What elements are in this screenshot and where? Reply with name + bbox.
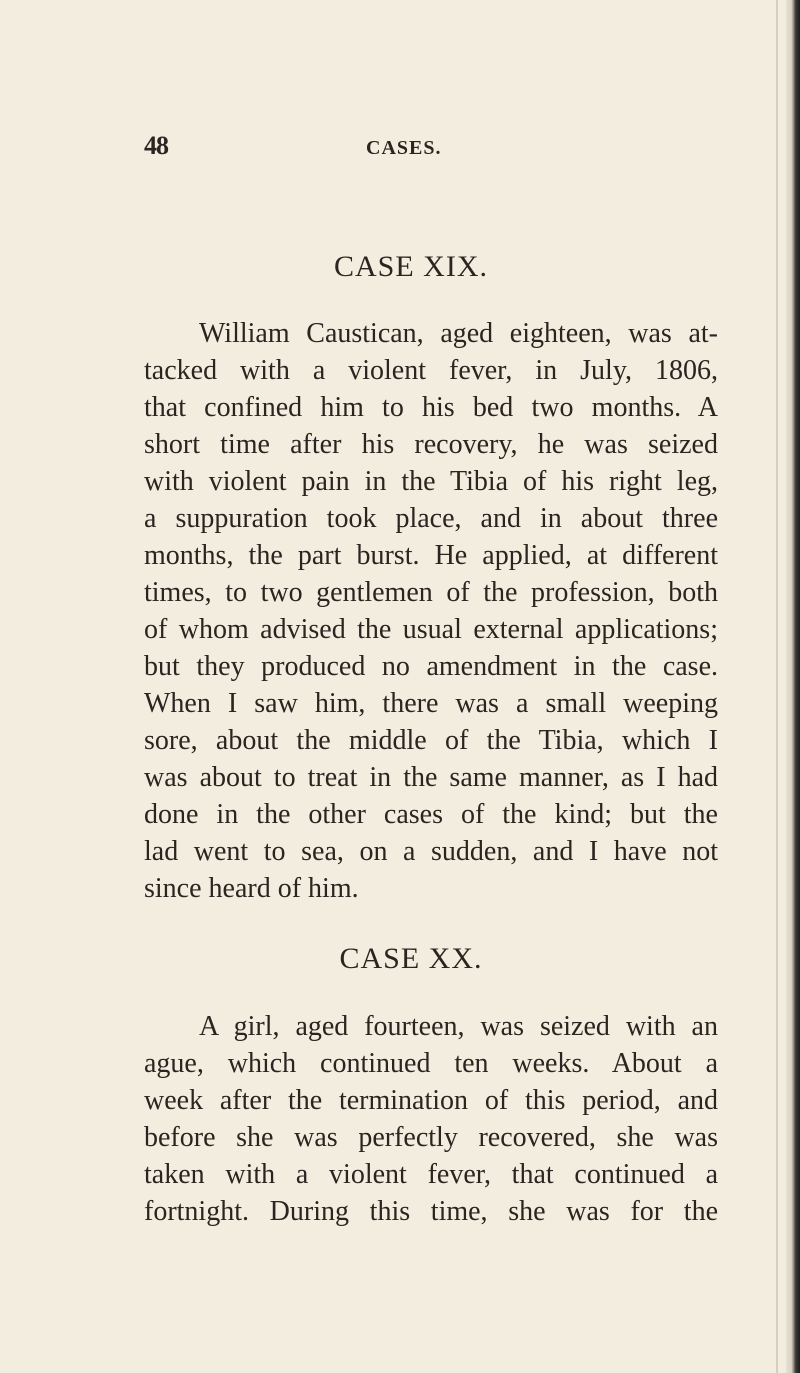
running-head	[0, 131, 800, 171]
page-edge-shadow	[786, 0, 800, 1373]
page-fold-line	[776, 0, 778, 1373]
text-line: taken with a violent fever, that continued a	[144, 1159, 718, 1190]
text-line: When I saw him, there was a small weeping	[144, 688, 718, 719]
text-line: a suppuration took place, and in about three	[144, 503, 718, 534]
text-line: before she was perfectly recovered, she was	[144, 1122, 718, 1153]
page-number: 48	[144, 131, 168, 160]
text-line: week after the termination of this period, and	[144, 1085, 718, 1116]
text-line: fortnight. During this time, she was for the	[144, 1196, 718, 1227]
text-line: but they produced no amendment in the case.	[144, 651, 718, 682]
text-line: with violent pain in the Tibia of his right leg,	[144, 466, 718, 497]
text-line: done in the other cases of the kind; but the	[144, 799, 718, 830]
text-line: William Caustican, aged eighteen, was at-	[199, 318, 718, 349]
text-line: lad went to sea, on a sudden, and I have not	[144, 836, 718, 867]
running-title: CASES.	[366, 137, 442, 159]
text-line: ague, which continued ten weeks. About a	[144, 1048, 718, 1079]
text-line: months, the part burst. He applied, at different	[144, 540, 718, 571]
case-heading-xx: CASE XX.	[339, 942, 483, 975]
text-line: A girl, aged fourteen, was seized with an	[199, 1011, 718, 1042]
text-line: tacked with a violent fever, in July, 1806,	[144, 355, 718, 386]
text-line: short time after his recovery, he was seized	[144, 429, 718, 460]
text-line: since heard of him.	[144, 873, 359, 904]
text-line: sore, about the middle of the Tibia, which I	[144, 725, 718, 756]
text-line: times, to two gentlemen of the profession, both	[144, 577, 718, 608]
text-line: of whom advised the usual external applications;	[144, 614, 718, 645]
case-heading-xix: CASE XIX.	[333, 250, 488, 283]
text-line: was about to treat in the same manner, as I had	[144, 762, 718, 793]
text-line: that confined him to his bed two months. A	[144, 392, 718, 423]
